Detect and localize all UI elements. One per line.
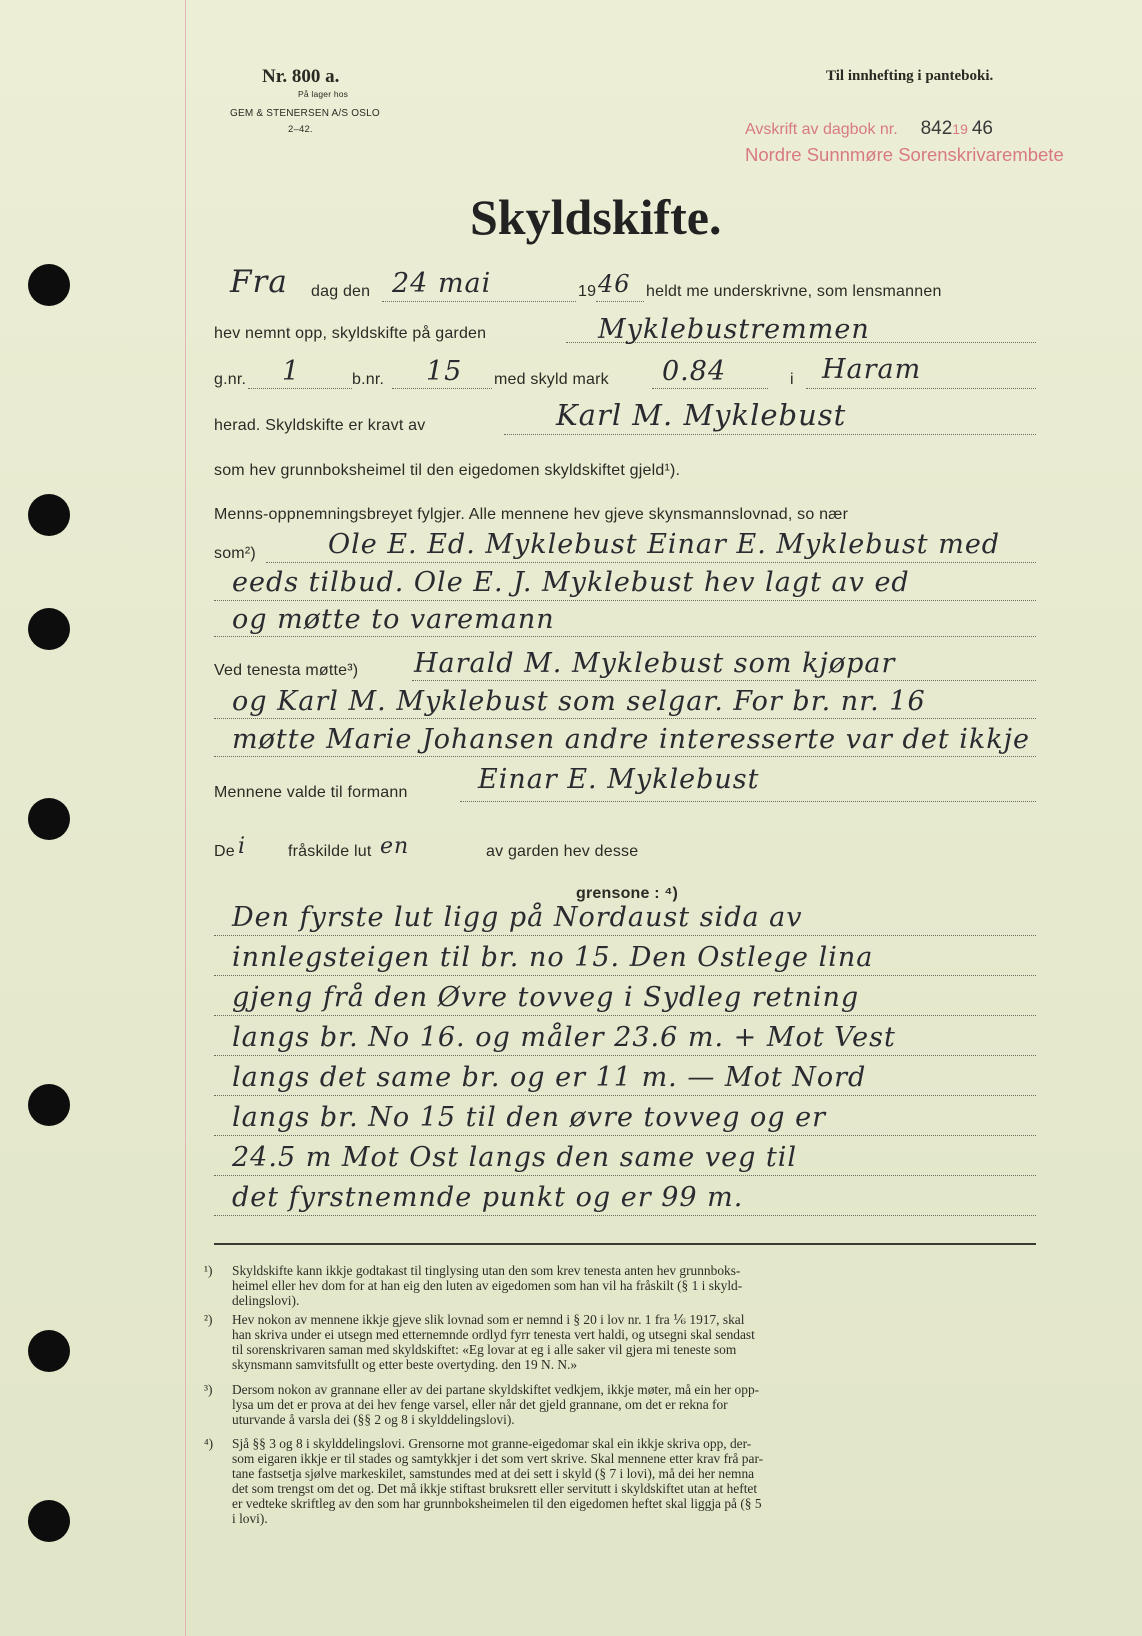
- hand-year: 46: [598, 270, 631, 298]
- punch-hole: [28, 798, 70, 840]
- hand-date: 24 mai: [392, 268, 492, 299]
- footnote-number: ⁴): [204, 1436, 214, 1451]
- footnote: [204, 1263, 1042, 1308]
- punch-hole: [28, 494, 70, 536]
- label-gnr: g.nr.: [214, 371, 247, 388]
- hand-attendee-line: møtte Marie Johansen andre interesserte var det ikkje: [232, 724, 1030, 755]
- footnote-separator: [214, 1243, 1036, 1245]
- footnote-number: ³): [204, 1382, 213, 1397]
- hand-skyld: 0.84: [662, 356, 727, 387]
- hand-attendee-line: og Karl M. Myklebust som selgar. For br. nr. 16: [232, 686, 926, 717]
- publisher-line: På lager hos: [298, 89, 349, 99]
- punch-hole: [28, 1330, 70, 1372]
- punch-hole: [28, 608, 70, 650]
- footnote-text: Sjå §§ 3 og 8 i skylddelingslovi. Grensorne mot granne-eigedomar skal ein ikkje skriva opp, der- som eigaren ikkje er til stades og samtykkjer i det som vert skrive. Skal mennene etter krav frå par- tane fastsetja sjølve markeskilet, samstundes med at dei sett i skyld (§ 7 i lovi), må dei her nemna det som trengst om det og. Det må ikkje stiftast bruksrett eller servitutt i skyldskiftet utan at heftet er vedteke skriftleg av den som har grunnboksheimelen til den eigedomen heftet skal liggja på (§ 5 i lovi).: [232, 1436, 764, 1526]
- label-ved-tenesta: Ved tenesta møtte³): [214, 662, 359, 679]
- hand-boundary-line: Den fyrste lut ligg på Nordaust sida av: [232, 902, 803, 933]
- label-formann: Mennene valde til formann: [214, 784, 408, 801]
- label-skyld: med skyld mark: [494, 371, 609, 388]
- hand-witness-line: Ole E. Ed. Myklebust Einar E. Myklebust med: [328, 529, 1001, 560]
- footnote: [204, 1382, 1042, 1427]
- hand-boundary-line: langs br. No 16. og måler 23.6 m. + Mot Vest: [232, 1022, 896, 1053]
- label-bnr: b.nr.: [352, 371, 385, 388]
- hand-boundary-line: innlegsteigen til br. no 15. Den Ostlege lina: [232, 942, 874, 973]
- hand-boundary-line: langs det same br. og er 11 m. — Mot Nord: [232, 1062, 867, 1093]
- footnote-number: ²): [204, 1312, 213, 1327]
- hand-attendee-line: Harald M. Myklebust som kjøpar: [414, 648, 896, 679]
- hand-boundary-line: langs br. No 15 til den øvre tovveg og er: [232, 1102, 827, 1133]
- label-heldt: heldt me underskrivne, som lensmannen: [646, 283, 942, 300]
- label-fraskilde: fråskilde lut: [288, 843, 372, 860]
- label-av-garden: av garden hev desse: [486, 843, 639, 860]
- punch-hole: [28, 1500, 70, 1542]
- hand-fra: Fra: [230, 264, 288, 300]
- publisher-line: 2–42.: [288, 124, 313, 135]
- footnote-number: ¹): [204, 1263, 213, 1278]
- publisher-line: GEM & STENERSEN A/S OSLO: [230, 108, 380, 119]
- stamp-office: Nordre Sunnmøre Sorenskrivarembete: [745, 144, 1064, 165]
- footnote: [204, 1312, 1042, 1372]
- label-dag-den: dag den: [311, 283, 371, 300]
- hand-municipality: Haram: [822, 354, 922, 385]
- footnote-text: Dersom nokon av grannane eller av dei partane skyldskiftet vedkjem, ikkje møter, må ein her opp- lysa um det er prova at dei hev fenge varsel, eller når det gjeld grannane, om det er rekna for uturvande å varsla dei (§§ 2 og 8 i skylddelingslovi).: [232, 1382, 760, 1427]
- label-oppnemningsbrev: Menns-oppnemningsbreyet fylgjer. Alle mennene hev gjeve skynsmannslovnad, so nær: [214, 506, 849, 523]
- label-i: i: [790, 371, 794, 388]
- filing-note: Til innhefting i panteboki.: [826, 68, 994, 84]
- stamp-year: 46: [971, 118, 993, 139]
- form-number: Nr. 800 a.: [262, 66, 340, 87]
- hand-boundary-line: det fyrstnemnde punkt og er 99 m.: [232, 1182, 744, 1213]
- stamp-year-prefix: 19: [952, 121, 968, 137]
- hand-farm-name: Myklebustremmen: [598, 314, 870, 345]
- hand-witness-line: eeds tilbud. Ole E. J. Myklebust hev lagt av ed: [232, 567, 910, 598]
- stamp-line1: [745, 118, 993, 140]
- hand-chairman: Einar E. Myklebust: [478, 764, 760, 795]
- label-grunnboksheimel: som hev grunnboksheimel til den eigedomen skyldskiftet gjeld¹).: [214, 462, 681, 479]
- label-de: De: [214, 843, 235, 860]
- label-kravt-av: herad. Skyldskifte er kravt av: [214, 417, 426, 434]
- hand-bnr: 15: [426, 356, 463, 387]
- label-grensone: grensone : ⁴): [576, 885, 679, 902]
- hand-gnr: 1: [282, 356, 301, 387]
- hand-witness-line: og møtte to varemann: [232, 604, 555, 635]
- footnote-text: Skyldskifte kann ikkje godtakast til tinglysing utan den som krev tenesta anten hev grunnboks- heimel eller hev dom for at han eig den luten av eigedomen som han vil ha fråskilt (§ 1 i skyld- delingslovi).: [232, 1263, 743, 1308]
- footnote: [204, 1436, 1042, 1526]
- label-garden: hev nemnt opp, skyldskifte på garden: [214, 325, 487, 342]
- document-title: Skyldskifte.: [470, 189, 722, 245]
- stamp-entry-number: 842: [920, 118, 953, 139]
- margin-line: [185, 0, 186, 1636]
- hand-boundary-line: 24.5 m Mot Ost langs den same veg til: [232, 1142, 798, 1173]
- punch-hole: [28, 264, 70, 306]
- footnote-text: Hev nokon av mennene ikkje gjeve slik lovnad som er nemnd i § 20 i lov nr. 1 fra ⅙ 1917, skal han skriva under ei utsegn med etternemnde ordlyd fyrr tenesta vert haldi, og utsegni skal sendast til sorenskrivaren saman med skyldskiftet: «Eg lovar at eg i alle saker vil gjera mi teneste som skynsmann samvitsfullt og etter beste overtyding. den 19 N. N.»: [232, 1312, 755, 1372]
- hand-boundary-line: gjeng frå den Øvre tovveg i Sydleg retning: [232, 982, 860, 1013]
- label-som: som²): [214, 545, 256, 562]
- hand-requested-by: Karl M. Myklebust: [556, 398, 847, 432]
- punch-hole: [28, 1084, 70, 1126]
- hand-lut: en: [380, 834, 410, 859]
- hand-de: i: [238, 834, 247, 859]
- label-year-prefix: 19: [578, 283, 597, 300]
- stamp-label: Avskrift av dagbok nr.: [745, 121, 898, 138]
